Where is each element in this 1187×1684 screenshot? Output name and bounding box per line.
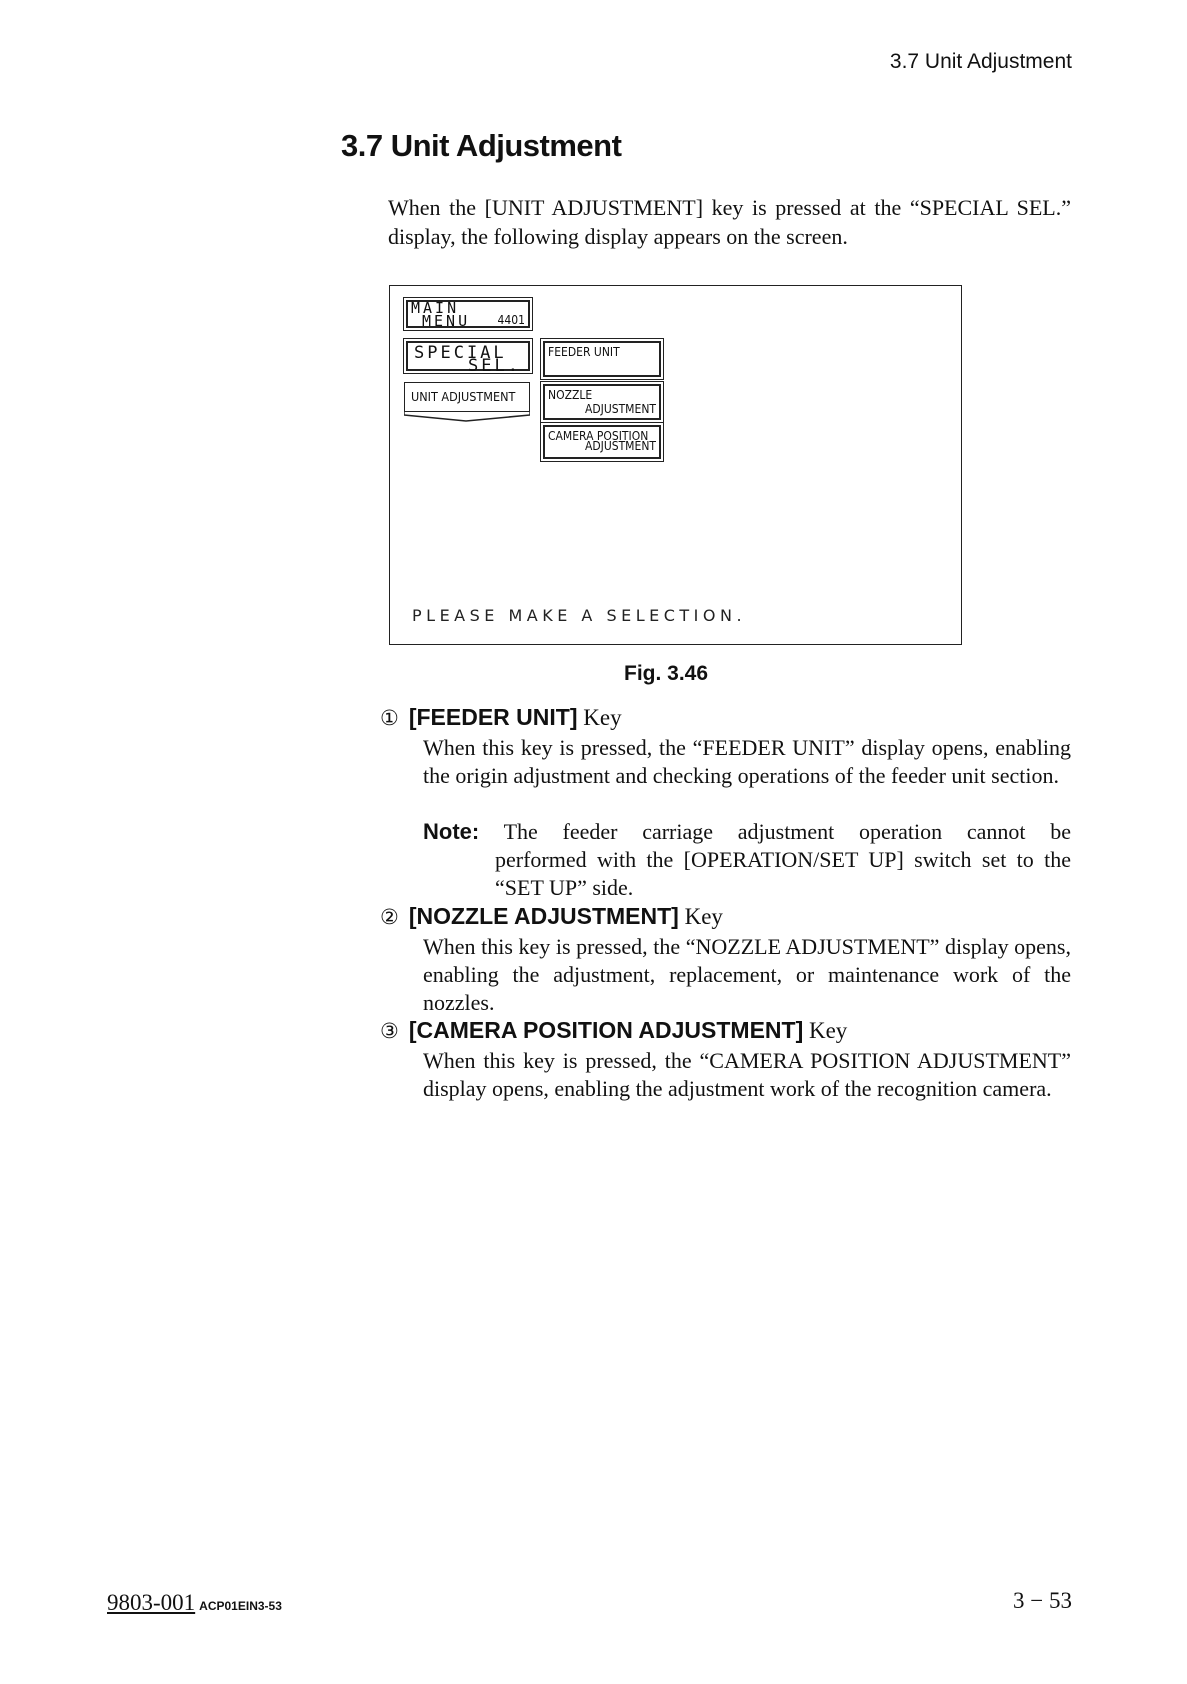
special-sel-key[interactable] <box>406 341 530 376</box>
screen-figure <box>389 285 962 645</box>
intro-paragraph: When the [UNIT ADJUSTMENT] key is pressed at the “SPECIAL SEL.” display, the following display appears on the screen. <box>388 195 1071 249</box>
main-menu-line1: MAIN <box>411 299 460 317</box>
item-camera-position-heading <box>380 1017 847 1044</box>
footer-left <box>107 1590 282 1616</box>
item-key-name: [CAMERA POSITION ADJUSTMENT] <box>408 1017 804 1043</box>
item-camera-position-body: When this key is pressed, the “CAMERA POSITION ADJUSTMENT” display opens, enabling the adjustment work of the recognition camera. <box>423 1048 1071 1101</box>
note-line1: The feeder carriage adjustment operation cannot be <box>503 819 1071 844</box>
screen-message: PLEASE MAKE A SELECTION. <box>412 606 747 625</box>
item-suffix: Key <box>583 705 622 730</box>
running-head: 3.7 Unit Adjustment <box>889 50 1072 73</box>
feeder-unit-label: FEEDER UNIT <box>548 345 620 359</box>
special-sel-line2: SEL. <box>468 356 521 376</box>
nozzle-adjustment-key[interactable] <box>543 384 661 420</box>
item-feeder-unit-body: When this key is pressed, the “FEEDER UNIT” display opens, enabling the origin adjustment and checking operations of the feeder unit section. <box>423 735 1071 788</box>
nozzle-adjustment-line2: ADJUSTMENT <box>584 402 656 416</box>
camera-position-adjustment-key[interactable] <box>543 425 661 459</box>
page-number: 3 − 53 <box>1013 1588 1072 1613</box>
selected-tab-indicator <box>404 412 530 422</box>
item-nozzle-adjustment-heading <box>380 903 723 930</box>
item-nozzle-adjustment-body: When this key is pressed, the “NOZZLE ADJUSTMENT” display opens, enabling the adjustment, replacement, or maintenance work of the nozzles. <box>423 934 1071 1015</box>
main-menu-line2: MENU <box>422 312 471 330</box>
feeder-unit-key[interactable] <box>543 341 661 377</box>
item-key-name: [FEEDER UNIT] <box>408 704 578 730</box>
item-suffix: Key <box>684 904 723 929</box>
camera-position-line1: CAMERA POSITION <box>548 429 649 443</box>
nozzle-adjustment-line1: NOZZLE <box>548 388 593 402</box>
figure-caption: Fig. 3.46 <box>624 662 709 685</box>
item-feeder-unit-note <box>423 818 1071 902</box>
item-suffix: Key <box>808 1018 848 1043</box>
footer-code: 9803-001 <box>107 1590 196 1615</box>
unit-adjustment-label: UNIT ADJUSTMENT <box>411 389 516 404</box>
item-number: ③ <box>380 1019 399 1043</box>
item-number: ② <box>380 905 399 929</box>
item-key-name: [NOZZLE ADJUSTMENT] <box>408 903 679 929</box>
section-title: 3.7 Unit Adjustment <box>341 128 622 163</box>
item-number: ① <box>380 706 399 730</box>
note-rest: performed with the [OPERATION/SET UP] switch set to the “SET UP” side. <box>495 847 1071 900</box>
camera-position-line2: ADJUSTMENT <box>584 439 656 453</box>
unit-adjustment-key[interactable] <box>404 382 530 412</box>
note-label: Note: <box>423 819 480 844</box>
main-menu-key[interactable] <box>406 300 530 328</box>
item-feeder-unit-heading <box>380 704 622 731</box>
footer-doc-id: ACP01EIN3-53 <box>199 1599 282 1613</box>
screen-code: 4401 <box>497 313 525 327</box>
special-sel-line1: SPECIAL <box>414 343 507 363</box>
